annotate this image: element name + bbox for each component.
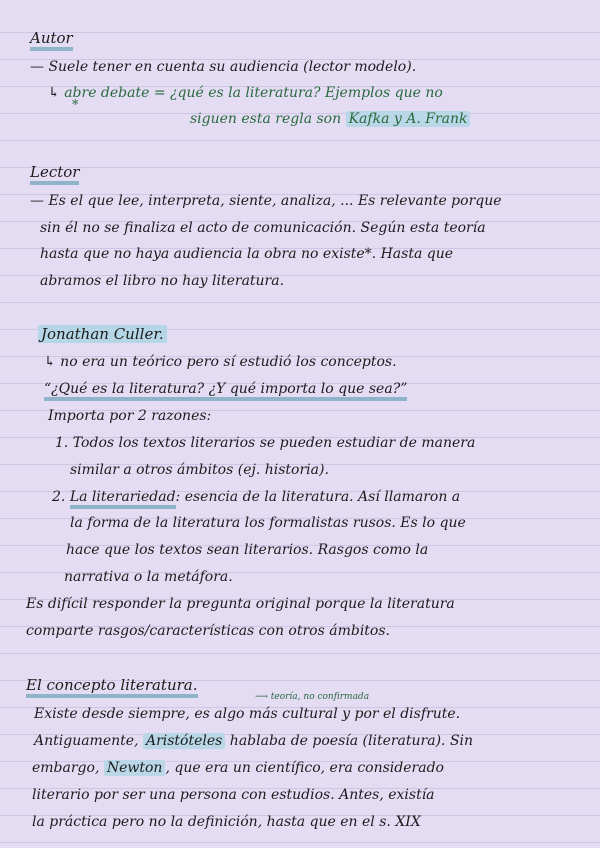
concepto-line-3-a: embargo, <box>32 760 100 776</box>
autor-note-highlight: Kafka y A. Frank <box>346 111 471 127</box>
culler-reason-1-a: 1. Todos los textos literarios se pueden estudiar de manera <box>55 435 476 451</box>
concepto-line-2-b: hablaba de poesía (literatura). Sin <box>229 733 474 749</box>
concepto-annotation: ⟶ teoría, no confirmada <box>255 692 370 702</box>
autor-note-line-1 <box>48 84 443 102</box>
concepto-line-5: la práctica pero no la definición, hasta que en el s. XIX <box>32 814 421 830</box>
concepto-line-3-b: , que era un científico, era considerado <box>165 760 444 776</box>
concepto-line-2-a: Antiguamente, <box>34 733 139 749</box>
culler-reason-2-text: : esencia de la literatura. Así llamaron a <box>175 489 461 505</box>
lector-line-3: hasta que no haya audiencia la obra no existe*. Hasta que <box>40 246 453 262</box>
heading-lector-text: Lector <box>30 163 79 185</box>
heading-lector <box>30 163 79 181</box>
concepto-line-2 <box>34 732 473 750</box>
heading-concepto-text: El concepto literatura. <box>26 676 198 698</box>
culler-question <box>44 380 407 398</box>
culler-closing-a: Es difícil responder la pregunta original porque la literatura <box>26 596 455 612</box>
culler-reason-2-number: 2. <box>52 489 66 505</box>
lector-line-1: — Es el que lee, interpreta, siente, analiza, ... Es relevante porque <box>30 193 502 209</box>
culler-line-1: ↳ no era un teórico pero sí estudió los conceptos. <box>44 354 397 370</box>
asterisk-icon: * <box>72 98 79 113</box>
concepto-line-4: literario por ser una persona con estudios. Antes, existía <box>32 787 435 803</box>
autor-note-text-2: siguen esta regla son <box>190 111 342 127</box>
culler-reason-1-b: similar a otros ámbitos (ej. historia). <box>70 462 329 478</box>
autor-line-1: — Suele tener en cuenta su audiencia (lector modelo). <box>30 59 417 75</box>
heading-autor-text: Autor <box>30 29 73 51</box>
heading-autor <box>30 29 73 47</box>
heading-culler <box>38 325 167 343</box>
concepto-line-1: Existe desde siempre, es algo más cultural y por el disfrute. <box>34 706 461 722</box>
culler-reason-2-a <box>52 488 460 506</box>
culler-closing-b: comparte rasgos/características con otros ámbitos. <box>26 623 390 639</box>
autor-note-line-2 <box>190 110 470 128</box>
culler-reason-2-b: la forma de la literatura los formalistas rusos. Es lo que <box>70 515 466 531</box>
lector-line-2: sin él no se finaliza el acto de comunicación. Según esta teoría <box>40 220 486 236</box>
heading-culler-text: Jonathan Culler. <box>38 325 167 343</box>
concepto-line-3-highlight: Newton <box>104 760 166 776</box>
culler-reason-2-c: hace que los textos sean literarios. Rasgos como la <box>66 542 429 558</box>
heading-concepto <box>26 676 198 694</box>
autor-note-text-1: abre debate = ¿qué es la literatura? Ejemplos que no <box>64 85 443 101</box>
culler-reason-2-term: La literariedad <box>70 489 176 509</box>
concepto-line-3 <box>32 759 444 777</box>
arrow-icon: ↳ <box>48 85 60 101</box>
concepto-line-2-highlight: Aristóteles <box>143 733 225 749</box>
culler-question-text: “¿Qué es la literatura? ¿Y qué importa lo que sea?” <box>44 381 407 401</box>
culler-reason-2-d: narrativa o la metáfora. <box>64 569 233 585</box>
lector-line-4: abramos el libro no hay literatura. <box>40 273 285 289</box>
culler-importa: Importa por 2 razones: <box>48 408 212 424</box>
